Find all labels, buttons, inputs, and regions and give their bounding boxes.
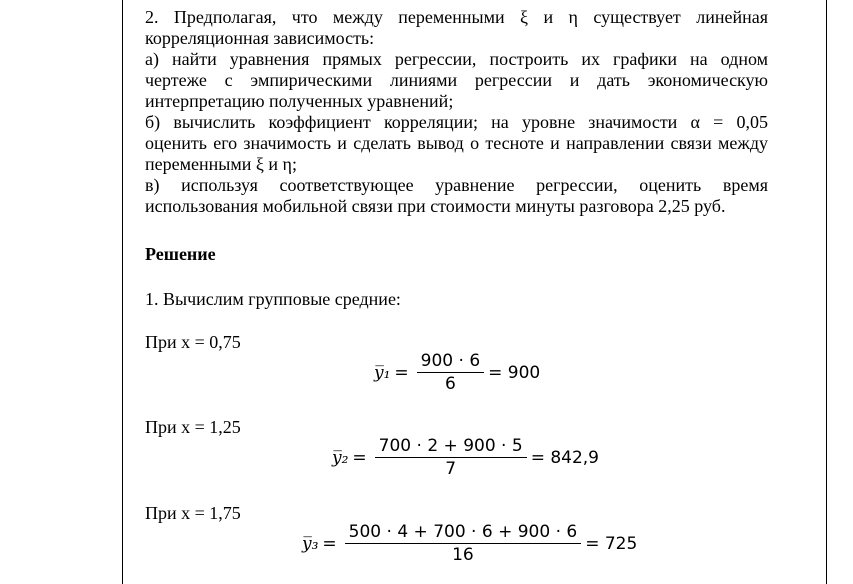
y3-result: = 725 bbox=[585, 533, 638, 554]
y3-symbol: y̅₃ bbox=[302, 533, 319, 554]
y2-denominator: 7 bbox=[445, 459, 457, 479]
y2-symbol: y̅₂ bbox=[332, 447, 349, 468]
task-line: оценить его значимость и сделать вывод о тесноте и направлении связи между bbox=[145, 133, 768, 153]
y3-denominator: 16 bbox=[452, 545, 474, 565]
task-line: а) найти уравнения прямых регрессии, построить их графики на одном bbox=[145, 49, 768, 69]
task-line: чертеже с эмпирическими линиями регрессии и дать экономическую bbox=[145, 70, 768, 90]
y2-numerator: 700 · 2 + 900 · 5 bbox=[378, 436, 523, 456]
step-1-text: 1. Вычислим групповые средние: bbox=[145, 289, 401, 309]
y3-fraction bbox=[345, 521, 582, 566]
task-line: использования мобильной связи при стоимости минуты разговора 2,25 руб. bbox=[145, 196, 726, 216]
task-line: б) вычислить коэффициент корреляции; на уровне значимости α = 0,05 bbox=[145, 112, 768, 132]
task-line: 2. Предполагая, что между переменными ξ и η существует линейная bbox=[145, 7, 768, 27]
y1-denominator: 6 bbox=[445, 374, 456, 394]
task-line: переменными ξ и η; bbox=[145, 154, 297, 174]
y2-fraction bbox=[375, 435, 527, 480]
formula-y1: y̅₁ = $\frac{900 \cdot 6}{6}$ = 900 bbox=[374, 351, 541, 394]
case-1-condition: При x = 0,75 bbox=[145, 332, 241, 352]
page-left-border bbox=[122, 0, 123, 584]
case-3-condition: При x = 1,75 bbox=[145, 503, 241, 523]
task-line: корреляционная зависимость: bbox=[145, 28, 375, 48]
formula-y2: y̅₂ = $\frac{700 \cdot 2 + 900 \cdot 5}{7}$ = 842,9 bbox=[332, 436, 600, 479]
y3-numerator: 500 · 4 + 700 · 6 + 900 · 6 bbox=[348, 522, 578, 542]
page-right-border bbox=[826, 0, 827, 584]
task-line: в) используя соответствующее уравнение регрессии, оценить время bbox=[145, 175, 768, 195]
task-line: интерпретацию полученных уравнений; bbox=[145, 91, 454, 111]
y1-numerator: 900 · 6 bbox=[420, 351, 481, 371]
y1-symbol: y̅₁ bbox=[374, 362, 391, 383]
y1-result: = 900 bbox=[488, 362, 541, 383]
y1-fraction bbox=[417, 350, 484, 395]
task-paragraph bbox=[145, 7, 768, 217]
y2-result: = 842,9 bbox=[530, 447, 600, 468]
case-2-condition: При x = 1,25 bbox=[145, 417, 241, 437]
solution-heading: Решение bbox=[145, 244, 216, 264]
formula-y3: y̅₃ = $\frac{500 \cdot 4 + 700 \cdot 6 + 900 \cdot 6}{16}$ = 725 bbox=[302, 522, 638, 565]
